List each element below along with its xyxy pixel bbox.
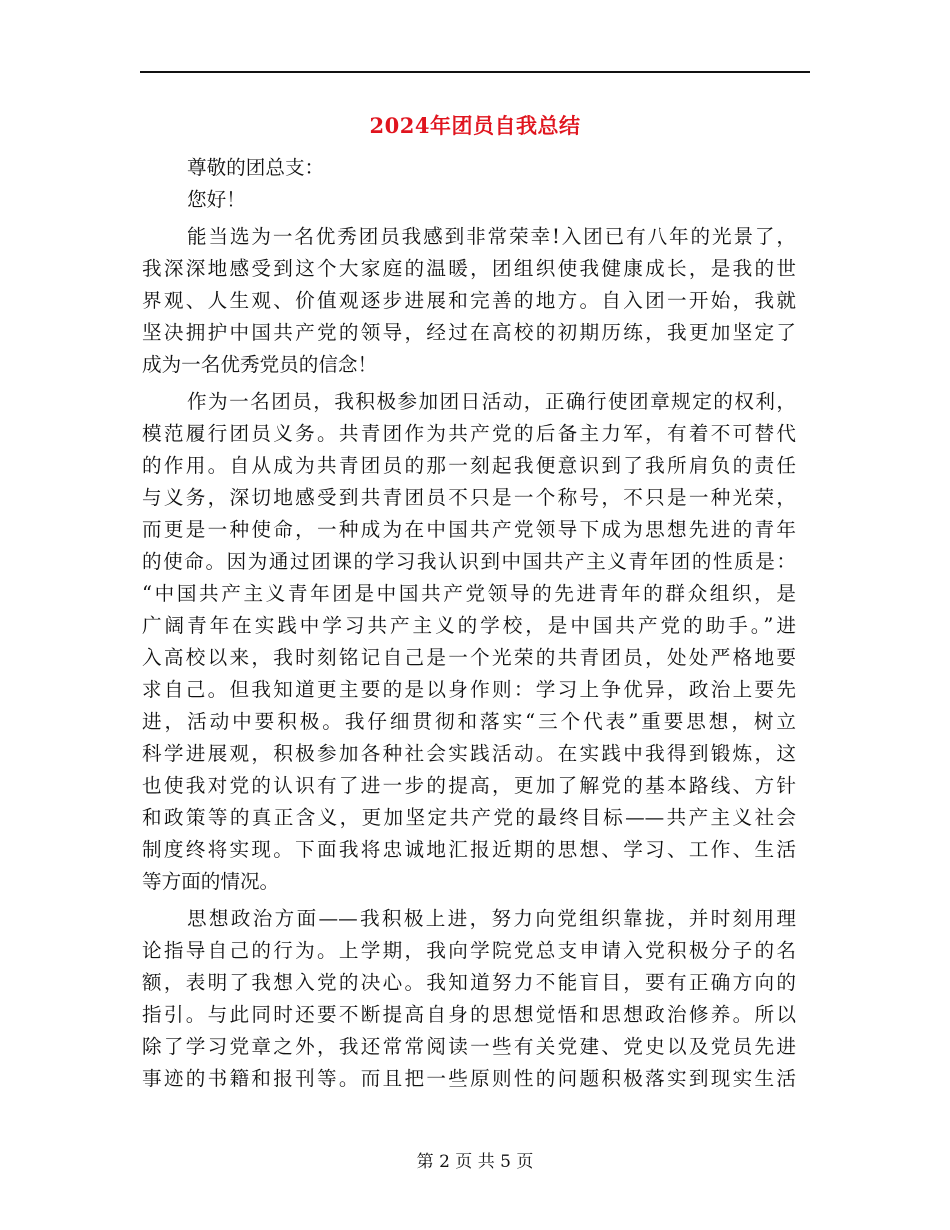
paragraph-line: 额，表明了我想入党的决心。我知道努力不能盲目，要有正确方向的 <box>142 971 796 994</box>
document-body <box>142 152 796 1095</box>
paragraph-line: 尊敬的团总支： <box>187 156 325 179</box>
paragraph <box>142 184 796 216</box>
paragraph-line: 我深深地感受到这个大家庭的温暖，团组织使我健康成长，是我的世 <box>142 257 796 280</box>
paragraph-line: 成为一名优秀党员的信念！ <box>142 353 378 376</box>
paragraph <box>142 386 796 898</box>
paragraph <box>142 152 796 184</box>
paragraph-line: “中国共产主义青年团是中国共产党领导的先进青年的群众组织，是 <box>142 582 796 605</box>
page-footer: 第 2 页 共 5 页 <box>416 1152 534 1172</box>
paragraph-line: 除了学习党章之外，我还常常阅读一些有关党建、党史以及党员先进 <box>142 1035 796 1058</box>
paragraph-line: 的使命。因为通过团课的学习我认识到中国共产主义青年团的性质是： <box>142 550 796 573</box>
paragraph-line: 制度终将实现。下面我将忠诚地汇报近期的思想、学习、工作、生活 <box>142 838 796 861</box>
paragraph-line: 能当选为一名优秀团员我感到非常荣幸!入团已有八年的光景了， <box>187 225 796 248</box>
paragraph-line: 与义务，深切地感受到共青团员不只是一个称号，不只是一种光荣， <box>142 486 796 509</box>
paragraph-line: 论指导自己的行为。上学期，我向学院党总支申请入党积极分子的名 <box>142 939 796 962</box>
paragraph-line: 模范履行团员义务。共青团作为共产党的后备主力军，有着不可替代 <box>142 422 796 445</box>
paragraph-line: 您好！ <box>187 188 246 211</box>
paragraph-line: 和政策等的真正含义，更加坚定共产党的最终目标——共产主义社会 <box>142 806 796 829</box>
document-title: 2024年团员自我总结 <box>369 113 581 138</box>
paragraph-line: 事迹的书籍和报刊等。而且把一些原则性的问题积极落实到现实生活 <box>142 1067 796 1090</box>
paragraph-line: 而更是一种使命，一种成为在中国共产党领导下成为思想先进的青年 <box>142 518 796 541</box>
paragraph-line: 求自己。但我知道更主要的是以身作则：学习上争优异，政治上要先 <box>142 678 796 701</box>
paragraph-line: 坚决拥护中国共产党的领导，经过在高校的初期历练，我更加坚定了 <box>142 321 796 344</box>
paragraph-line: 思想政治方面——我积极上进，努力向党组织靠拢，并时刻用理 <box>187 907 796 930</box>
paragraph-line: 科学进展观，积极参加各种社会实践活动。在实践中我得到锻炼，这 <box>142 742 796 765</box>
paragraph-line: 的作用。自从成为共青团员的那一刻起我便意识到了我所肩负的责任 <box>142 454 796 477</box>
paragraph-line: 入高校以来，我时刻铭记自己是一个光荣的共青团员，处处严格地要 <box>142 646 796 669</box>
paragraph-line: 等方面的情况。 <box>142 870 280 893</box>
paragraph-line: 指引。与此同时还要不断提高自身的思想觉悟和思想政治修养。所以 <box>142 1003 796 1026</box>
paragraph-line: 广阔青年在实践中学习共产主义的学校，是中国共产党的助手。”进 <box>142 614 796 637</box>
paragraph <box>142 903 796 1095</box>
paragraph-line: 作为一名团员，我积极参加团日活动，正确行使团章规定的权利， <box>187 390 796 413</box>
paragraph-line: 也使我对党的认识有了进一步的提高，更加了解党的基本路线、方针 <box>142 774 796 797</box>
paragraph-line: 进，活动中要积极。我仔细贯彻和落实“三个代表”重要思想，树立 <box>142 710 796 733</box>
header-rule <box>140 71 810 73</box>
paragraph <box>142 221 796 381</box>
paragraph-line: 界观、人生观、价值观逐步进展和完善的地方。自入团一开始，我就 <box>142 289 796 312</box>
